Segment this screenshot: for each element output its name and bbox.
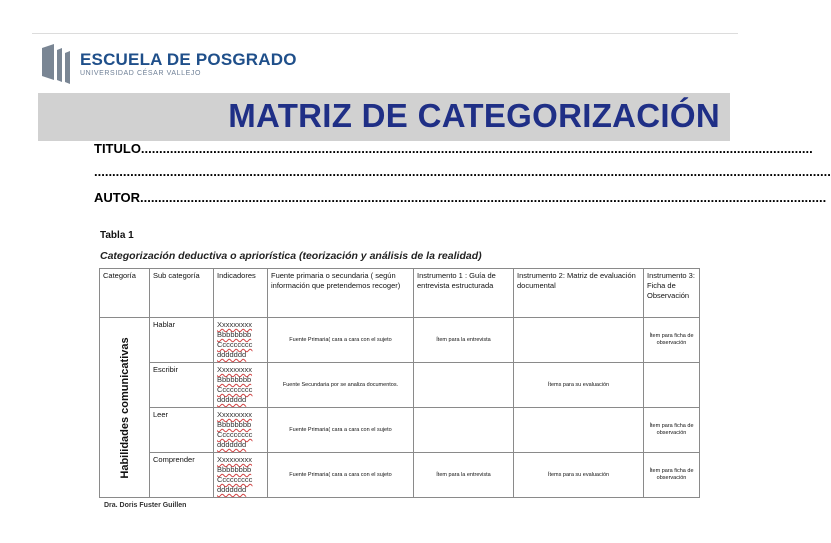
author-credit: Dra. Doris Fuster Guillen bbox=[104, 502, 187, 509]
instrument-3-cell: Ítem para ficha de observación bbox=[644, 453, 700, 498]
title-banner bbox=[38, 93, 730, 141]
titulo-field: TITULO.......................................................................................................................................................................................... bbox=[94, 141, 813, 156]
table-caption: Categorización deductiva o apriorística (teorización y análisis de la realidad) bbox=[100, 250, 482, 262]
instrument-2-cell bbox=[514, 318, 644, 363]
ucv-logo-icon bbox=[40, 44, 72, 84]
university-logo bbox=[40, 44, 297, 84]
source-cell: Fuente Primaria( cara a cara con el sujeto bbox=[268, 408, 414, 453]
header-instrumento-3: Instrumento 3: Ficha de Observación bbox=[644, 269, 700, 318]
instrument-1-cell bbox=[414, 363, 514, 408]
instrument-1-cell bbox=[414, 408, 514, 453]
category-cell bbox=[100, 318, 150, 498]
logo-subtitle: UNIVERSIDAD CÉSAR VALLEJO bbox=[80, 69, 202, 77]
category-label: Habilidades comunicativas bbox=[118, 336, 131, 479]
indicators-cell: Xxxxxxxxx Bbbbbbbb Ccccccccc ddddddd bbox=[214, 318, 268, 363]
subcategory-cell: Hablar bbox=[150, 318, 214, 363]
source-cell: Fuente Secundaria por se analiza documentos. bbox=[268, 363, 414, 408]
header-instrumento-1: Instrumento 1 : Guía de entrevista estructurada bbox=[414, 269, 514, 318]
subcategory-cell: Escribir bbox=[150, 363, 214, 408]
instrument-3-cell: Ítem para ficha de observación bbox=[644, 318, 700, 363]
table-row bbox=[100, 453, 700, 498]
header-instrumento-2: Instrumento 2: Matriz de evaluación documental bbox=[514, 269, 644, 318]
header-categoria: Categoría bbox=[100, 269, 150, 318]
instrument-1-cell: Ítem para la entrevista bbox=[414, 318, 514, 363]
table-row bbox=[100, 318, 700, 363]
instrument-3-cell bbox=[644, 363, 700, 408]
categorization-table bbox=[99, 268, 700, 498]
header-indicadores: Indicadores bbox=[214, 269, 268, 318]
source-cell: Fuente Primaria( cara a cara con el sujeto bbox=[268, 453, 414, 498]
source-cell: Fuente Primaria( cara a cara con el sujeto bbox=[268, 318, 414, 363]
indicators-cell: Xxxxxxxxx Bbbbbbbb Ccccccccc ddddddd bbox=[214, 408, 268, 453]
titulo-continuation-line: ............................................................................................................................................................................................................ bbox=[94, 164, 831, 179]
autor-field: AUTOR.............................................................................................................................................................................................. bbox=[94, 190, 827, 205]
instrument-1-cell: Ítem para la entrevista bbox=[414, 453, 514, 498]
table-header-row bbox=[100, 269, 700, 318]
table-row bbox=[100, 363, 700, 408]
table-label: Tabla 1 bbox=[100, 230, 134, 241]
header-subcategoria: Sub categoría bbox=[150, 269, 214, 318]
subcategory-cell: Leer bbox=[150, 408, 214, 453]
subcategory-cell: Comprender bbox=[150, 453, 214, 498]
top-divider bbox=[32, 33, 738, 34]
indicators-cell: Xxxxxxxxx Bbbbbbbb Ccccccccc ddddddd bbox=[214, 363, 268, 408]
instrument-2-cell: Ítems para su evaluación bbox=[514, 453, 644, 498]
header-fuente: Fuente primaria o secundaria ( según información que pretendemos recoger) bbox=[268, 269, 414, 318]
instrument-2-cell bbox=[514, 408, 644, 453]
logo-title: ESCUELA DE POSGRADO bbox=[80, 49, 297, 69]
indicators-cell: Xxxxxxxxx Bbbbbbbb Ccccccccc ddddddd bbox=[214, 453, 268, 498]
page-title: MATRIZ DE CATEGORIZACIÓN bbox=[228, 97, 720, 134]
instrument-3-cell: Ítem para ficha de observación bbox=[644, 408, 700, 453]
table-row bbox=[100, 408, 700, 453]
instrument-2-cell: Ítems para su evaluación bbox=[514, 363, 644, 408]
